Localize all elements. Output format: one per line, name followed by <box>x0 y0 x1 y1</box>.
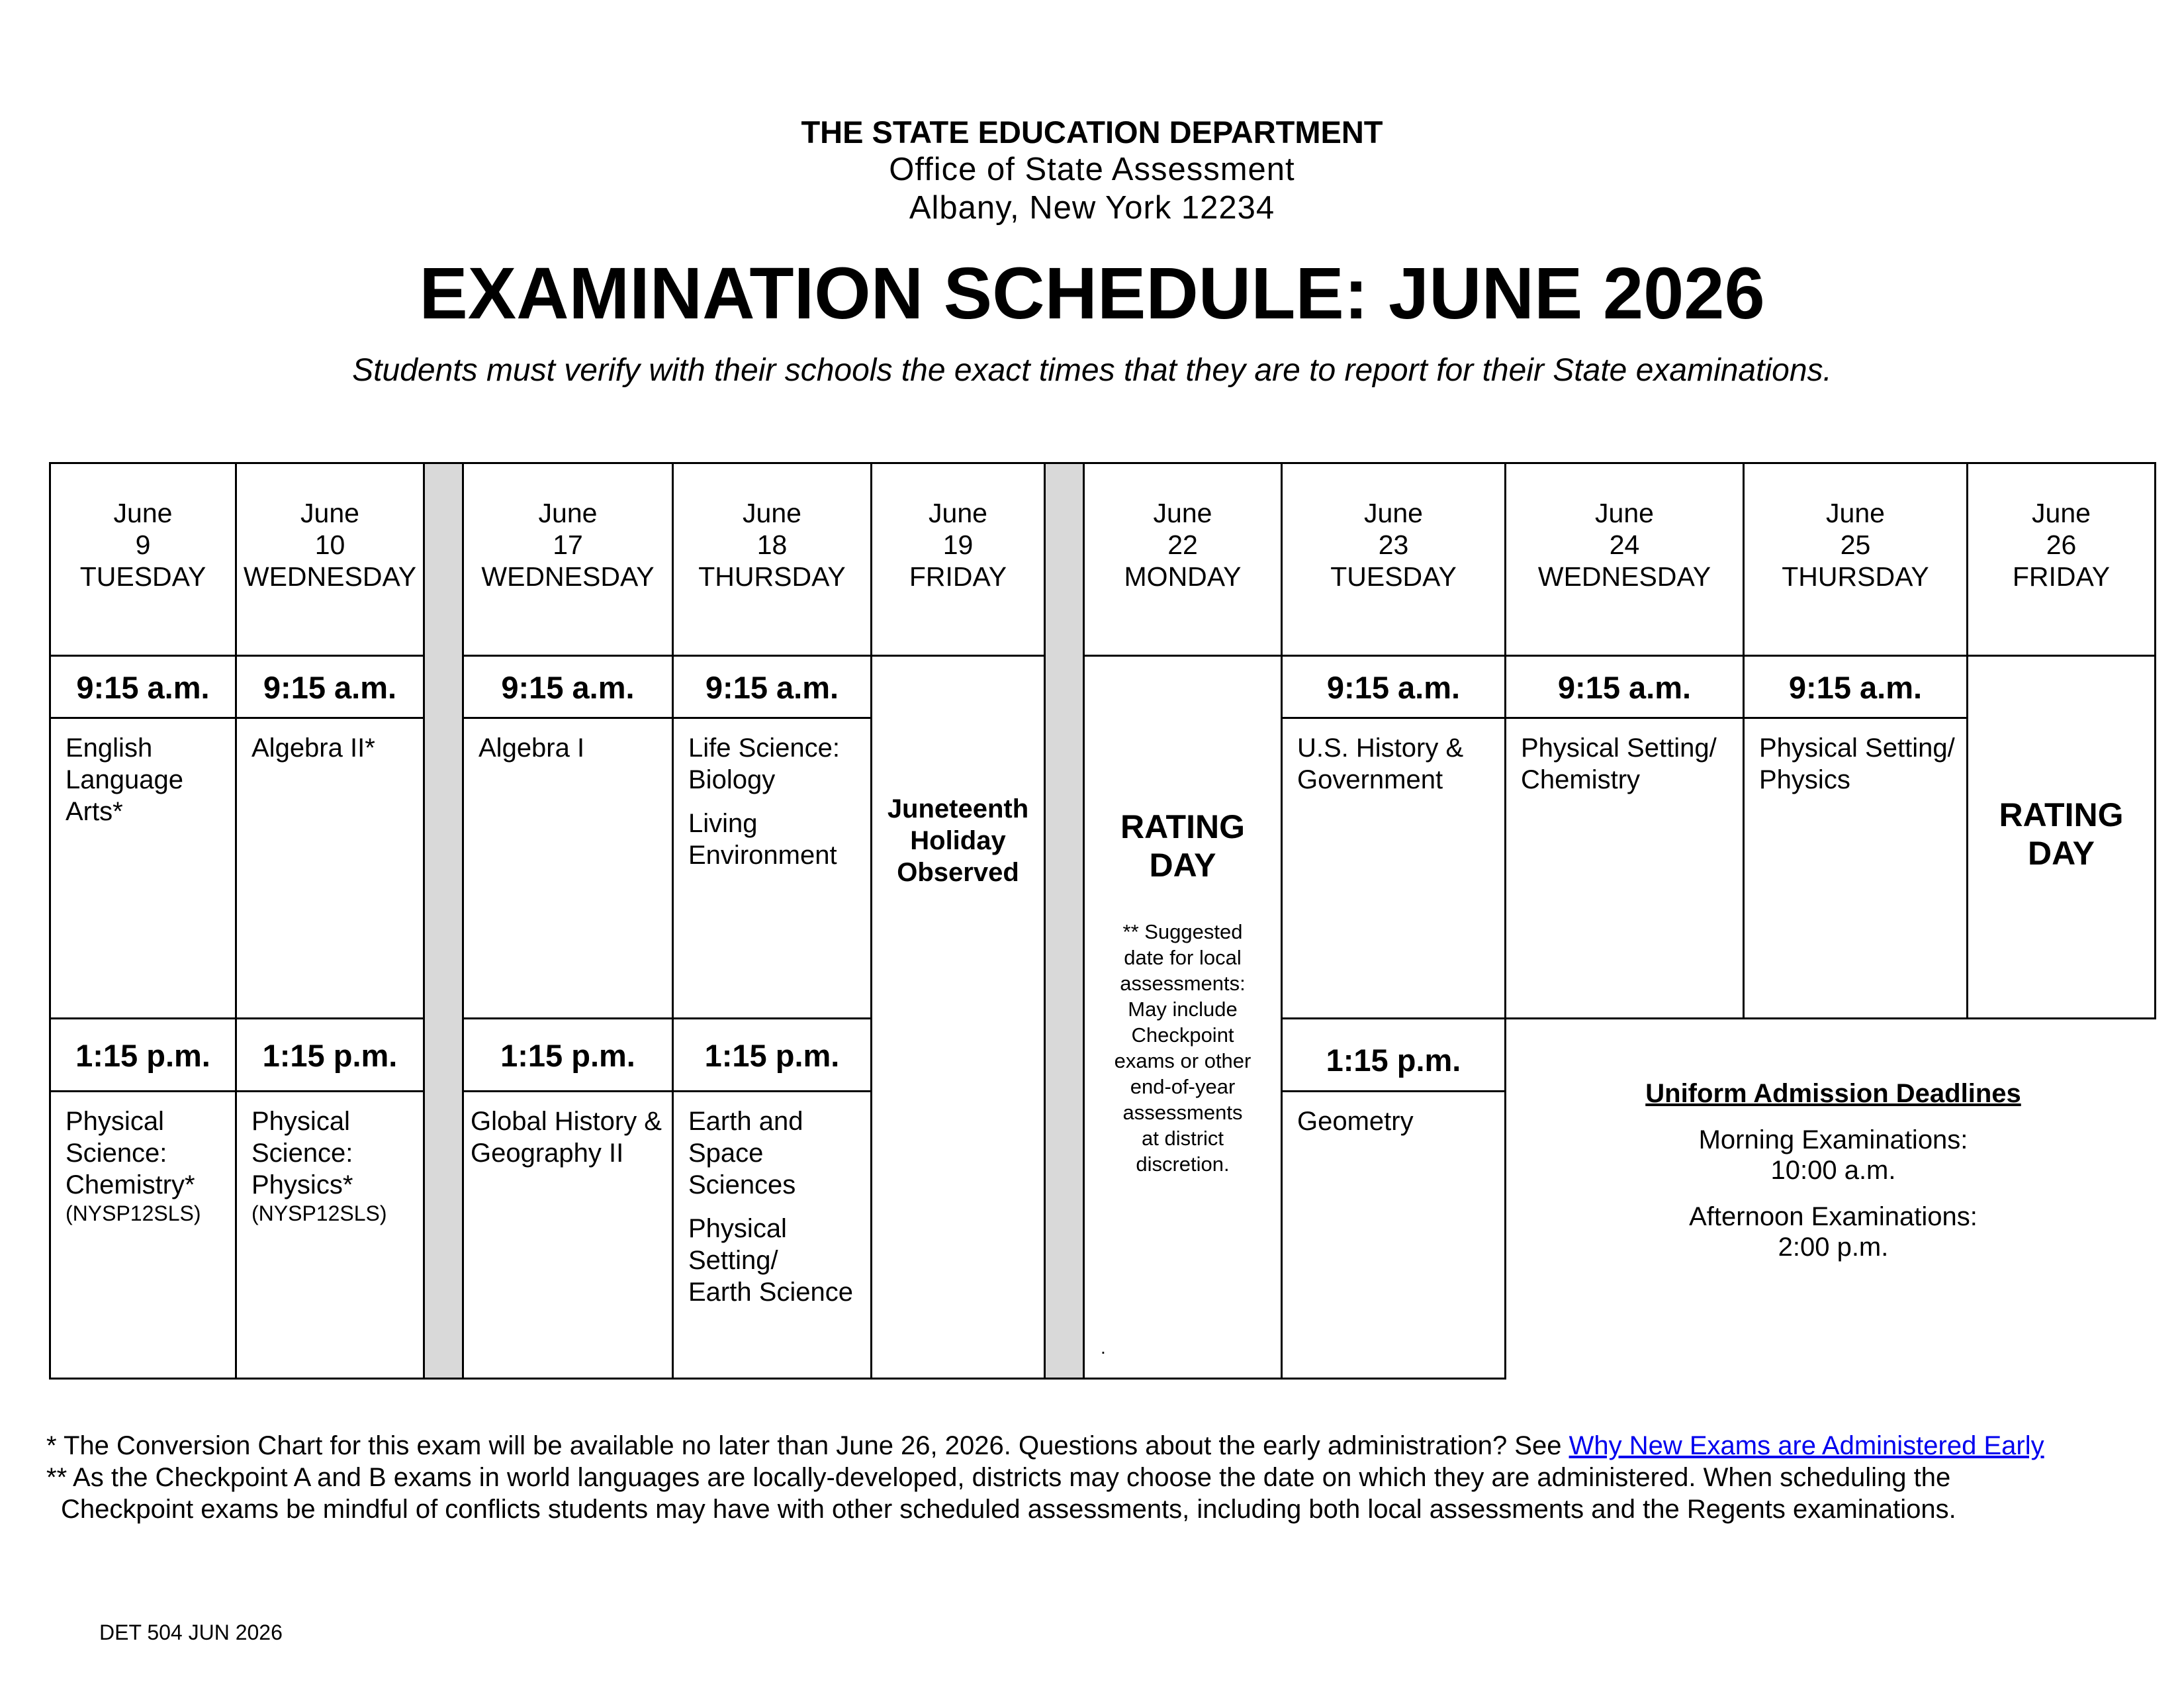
page-subtitle: Students must verify with their schools the exact times that they are to report for their State examinations. <box>352 353 1832 388</box>
week-separator-1 <box>425 462 462 1380</box>
morning-exam-jun23: U.S. History & Government <box>1283 719 1506 1019</box>
rating-day-label-jun26: RATING DAY <box>1999 796 2124 872</box>
stray-dot: . <box>1101 1337 1106 1358</box>
morning-time-jun25: 9:15 a.m. <box>1745 657 1968 719</box>
department-heading: THE STATE EDUCATION DEPARTMENT <box>801 115 1383 150</box>
rating-day-cell-jun26 <box>1968 657 2156 1019</box>
afternoon-deadline-label: Afternoon Examinations: <box>1689 1202 1978 1231</box>
day-header-jun23: June 23 TUESDAY <box>1283 462 1506 657</box>
morning-time-jun24: 9:15 a.m. <box>1506 657 1745 719</box>
afternoon-time-jun9: 1:15 p.m. <box>49 1019 237 1092</box>
morning-deadline-time: 10:00 a.m. <box>1770 1156 1896 1185</box>
day-header-jun19: June 19 FRIDAY <box>872 462 1046 657</box>
afternoon-time-jun17: 1:15 p.m. <box>462 1019 674 1092</box>
afternoon-exam-jun9: Physical Science: Chemistry* (NYSP12SLS) <box>49 1092 237 1380</box>
office-name: Office of State Assessment <box>889 152 1295 187</box>
uniform-admission-deadlines <box>1509 1079 2158 1278</box>
day-header-jun24: June 24 WEDNESDAY <box>1506 462 1745 657</box>
rating-day-cell-jun22 <box>1083 657 1283 1380</box>
morning-time-jun18: 9:15 a.m. <box>674 657 872 719</box>
day-header-jun10: June 10 WEDNESDAY <box>237 462 425 657</box>
footnote-checkpoint-line2: Checkpoint exams be mindful of conflicts students may have with other scheduled assessments, including both local assessments and the Regents examinations. <box>61 1495 1956 1524</box>
day-header-jun17: June 17 WEDNESDAY <box>462 462 674 657</box>
morning-exam-jun17: Algebra I <box>462 719 674 1019</box>
footnote-checkpoint-line1: ** As the Checkpoint A and B exams in world languages are locally-developed, districts may choose the date on which they are administered. When scheduling the <box>46 1463 1951 1492</box>
afternoon-exam-jun18: Earth and Space Sciences Physical Setting/ Earth Science <box>674 1092 872 1380</box>
uniform-admission-title: Uniform Admission Deadlines <box>1645 1079 2021 1108</box>
afternoon-time-jun18: 1:15 p.m. <box>674 1019 872 1092</box>
morning-time-jun9: 9:15 a.m. <box>49 657 237 719</box>
morning-exam-jun10: Algebra II* <box>237 719 425 1019</box>
page-title: EXAMINATION SCHEDULE: JUNE 2026 <box>419 253 1765 334</box>
local-assessment-note: ** Suggested date for local assessments: May include Checkpoint exams or other end-of-year assessments at district discretion. <box>1114 920 1251 1176</box>
holiday-cell-jun19 <box>872 657 1046 1380</box>
day-header-jun9: June 9 TUESDAY <box>49 462 237 657</box>
afternoon-time-jun23: 1:15 p.m. <box>1283 1019 1506 1092</box>
afternoon-deadline-time: 2:00 p.m. <box>1778 1233 1889 1262</box>
day-header-jun22: June 22 MONDAY <box>1083 462 1283 657</box>
early-administration-link[interactable]: Why New Exams are Administered Early <box>1569 1431 2044 1460</box>
day-header-jun26: June 26 FRIDAY <box>1968 462 2156 657</box>
morning-exam-jun9: English Language Arts* <box>49 719 237 1019</box>
rating-day-label-jun22: RATING DAY <box>1120 808 1245 884</box>
office-address: Albany, New York 12234 <box>909 190 1275 226</box>
afternoon-exam-jun23: Geometry <box>1283 1092 1506 1380</box>
morning-time-jun17: 9:15 a.m. <box>462 657 674 719</box>
day-header-jun25: June 25 THURSDAY <box>1745 462 1968 657</box>
juneteenth-holiday-label: Juneteenth Holiday Observed <box>887 794 1029 887</box>
morning-time-jun23: 9:15 a.m. <box>1283 657 1506 719</box>
morning-exam-jun24: Physical Setting/ Chemistry <box>1506 719 1745 1019</box>
morning-exam-jun25: Physical Setting/ Physics <box>1745 719 1968 1019</box>
afternoon-time-jun10: 1:15 p.m. <box>237 1019 425 1092</box>
week-separator-2 <box>1046 462 1083 1380</box>
morning-exam-jun18: Life Science: Biology Living Environment <box>674 719 872 1019</box>
morning-deadline-label: Morning Examinations: <box>1698 1125 1968 1154</box>
afternoon-exam-jun17: Global History & Geography II <box>462 1092 674 1380</box>
afternoon-exam-jun10: Physical Science: Physics* (NYSP12SLS) <box>237 1092 425 1380</box>
morning-time-jun10: 9:15 a.m. <box>237 657 425 719</box>
day-header-jun18: June 18 THURSDAY <box>674 462 872 657</box>
form-code: DET 504 JUN 2026 <box>99 1620 283 1644</box>
footnote-conversion-chart: * The Conversion Chart for this exam will be available no later than June 26, 2026. Questions about the early administration? See Why New Exams are Administered Early <box>46 1431 2044 1460</box>
